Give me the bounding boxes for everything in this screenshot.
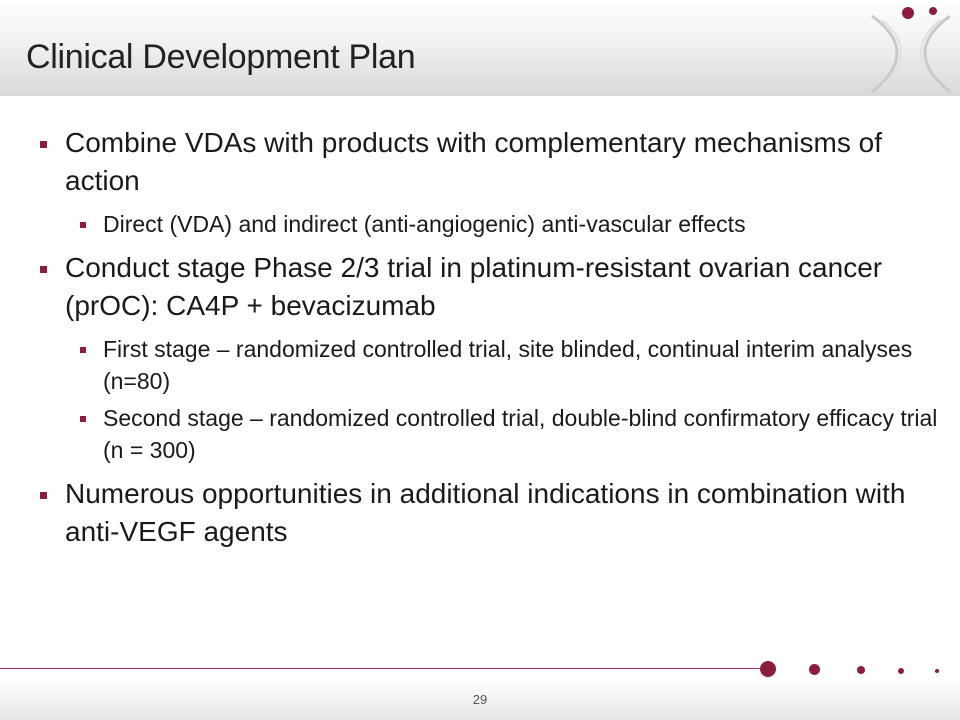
- bullet-item: [40, 475, 940, 551]
- sub-bullet-text: Direct (VDA) and indirect (anti-angiogenic) anti-vascular effects: [103, 211, 746, 237]
- bullet-text: Conduct stage Phase 2/3 trial in platinum-resistant ovarian cancer (prOC): CA4P + bevacizumab: [65, 252, 883, 321]
- bullet-text: Numerous opportunities in additional indications in combination with anti-VEGF agents: [65, 478, 906, 547]
- bullet-list: [40, 124, 940, 563]
- footer-dot-icon: [898, 668, 904, 674]
- footer-divider: [0, 668, 760, 669]
- sub-bullet-text: Second stage – randomized controlled trial, double-blind confirmatory efficacy trial (n = 300): [103, 405, 938, 463]
- bullet-item: [40, 124, 940, 200]
- footer-dot-icon: [760, 661, 776, 677]
- bullet-item: [40, 249, 940, 325]
- sub-bullet-item: [40, 333, 940, 397]
- footer-dot-icon: [857, 666, 865, 674]
- square-bullet-icon: [40, 141, 47, 148]
- footer-dot-icon: [809, 664, 820, 675]
- sub-bullet-item: [40, 402, 940, 466]
- page-number: 29: [472, 692, 488, 707]
- square-bullet-icon: [80, 416, 86, 422]
- footer-dot-icon: [935, 669, 939, 673]
- square-bullet-icon: [80, 222, 86, 228]
- square-bullet-icon: [80, 347, 86, 353]
- sub-bullet-text: First stage – randomized controlled trial, site blinded, continual interim analyses (n=80): [103, 336, 913, 394]
- bullet-text: Combine VDAs with products with complementary mechanisms of action: [65, 127, 882, 196]
- title-bar: [0, 0, 960, 96]
- logo-icon: [850, 0, 960, 100]
- square-bullet-icon: [40, 266, 47, 273]
- sub-bullet-item: [40, 208, 940, 240]
- square-bullet-icon: [40, 492, 47, 499]
- slide-title: Clinical Development Plan: [26, 38, 416, 76]
